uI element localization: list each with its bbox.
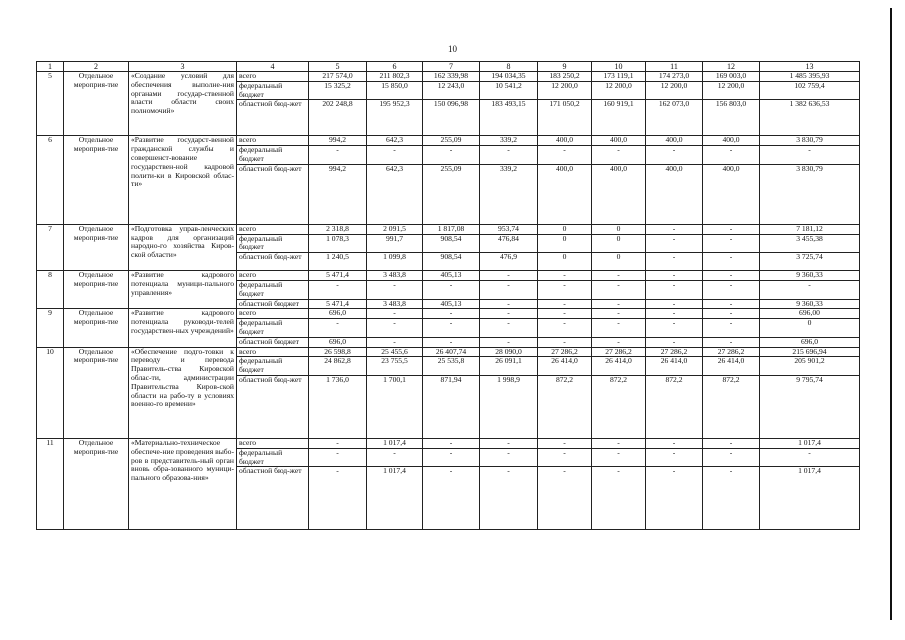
- amount-cell: 3 483,8: [367, 299, 423, 309]
- amount-cell: 173 119,1: [592, 72, 646, 82]
- amount-cell: 1 240,5: [309, 253, 367, 271]
- column-number-header: 12: [703, 62, 760, 72]
- amount-cell: 1 700,1: [367, 375, 423, 438]
- funding-source: федеральный бюджет: [237, 448, 309, 467]
- funding-source: всего: [237, 72, 309, 82]
- header-row: [37, 62, 860, 72]
- amount-cell: -: [646, 253, 703, 271]
- amount-cell: -: [592, 299, 646, 309]
- amount-cell: 1 017,4: [367, 467, 423, 530]
- row-number: 8: [37, 271, 64, 309]
- amount-cell: 12 200,0: [592, 81, 646, 100]
- amount-cell: 1 998,9: [480, 375, 538, 438]
- amount-cell: 0: [538, 234, 592, 253]
- amount-cell: -: [423, 319, 480, 338]
- activity-description: «Создание условий для обеспечения выполне-ния органами государ-ственной власти области своих полномочий»: [129, 72, 237, 136]
- amount-cell: 872,2: [592, 375, 646, 438]
- amount-cell: -: [703, 224, 760, 234]
- amount-cell: 872,2: [538, 375, 592, 438]
- amount-cell: 696,0: [760, 337, 860, 347]
- amount-cell: 183 250,2: [538, 72, 592, 82]
- funding-source: всего: [237, 136, 309, 146]
- activity-type: Отдельное мероприя-тие: [64, 72, 129, 136]
- amount-cell: -: [703, 271, 760, 281]
- amount-cell: -: [538, 467, 592, 530]
- funding-source: областной бюд-жет: [237, 467, 309, 530]
- column-number-header: 10: [592, 62, 646, 72]
- activity-type: Отдельное мероприя-тие: [64, 271, 129, 309]
- row-number: 11: [37, 438, 64, 529]
- amount-cell: 3 455,38: [760, 234, 860, 253]
- amount-cell: -: [646, 299, 703, 309]
- column-number-header: 7: [423, 62, 480, 72]
- amount-cell: 0: [538, 224, 592, 234]
- amount-cell: -: [646, 467, 703, 530]
- amount-cell: 3 830,79: [760, 164, 860, 224]
- amount-cell: -: [423, 467, 480, 530]
- amount-cell: 5 471,4: [309, 271, 367, 281]
- amount-cell: 202 248,8: [309, 100, 367, 136]
- activity-description: «Материально-техническое обеспече-ние проведения выбо-ров в представитель-ный орган вновь обра-зованного муници-пального образова-ния»: [129, 438, 237, 529]
- amount-cell: 174 273,0: [646, 72, 703, 82]
- amount-cell: 476,84: [480, 234, 538, 253]
- amount-cell: -: [367, 309, 423, 319]
- amount-cell: -: [703, 253, 760, 271]
- amount-cell: -: [592, 337, 646, 347]
- column-number-header: 2: [64, 62, 129, 72]
- column-number-header: 4: [237, 62, 309, 72]
- amount-cell: 25 535,8: [423, 357, 480, 376]
- table-row: [37, 438, 860, 448]
- amount-cell: 217 574,0: [309, 72, 367, 82]
- amount-cell: 400,0: [646, 136, 703, 146]
- amount-cell: -: [480, 271, 538, 281]
- amount-cell: -: [592, 467, 646, 530]
- amount-cell: -: [592, 309, 646, 319]
- amount-cell: 156 803,0: [703, 100, 760, 136]
- amount-cell: 169 003,0: [703, 72, 760, 82]
- amount-cell: 0: [538, 253, 592, 271]
- amount-cell: 872,2: [646, 375, 703, 438]
- amount-cell: -: [538, 309, 592, 319]
- row-number: 9: [37, 309, 64, 347]
- amount-cell: -: [703, 146, 760, 165]
- amount-cell: 1 485 395,93: [760, 72, 860, 82]
- amount-cell: 642,3: [367, 164, 423, 224]
- amount-cell: 160 919,1: [592, 100, 646, 136]
- amount-cell: 26 407,74: [423, 347, 480, 357]
- amount-cell: -: [646, 224, 703, 234]
- amount-cell: -: [703, 337, 760, 347]
- amount-cell: -: [760, 280, 860, 299]
- amount-cell: -: [309, 319, 367, 338]
- amount-cell: -: [538, 319, 592, 338]
- amount-cell: -: [538, 337, 592, 347]
- amount-cell: 871,94: [423, 375, 480, 438]
- amount-cell: 400,0: [538, 136, 592, 146]
- amount-cell: 405,13: [423, 271, 480, 281]
- funding-source: всего: [237, 309, 309, 319]
- amount-cell: -: [646, 337, 703, 347]
- amount-cell: 28 090,0: [480, 347, 538, 357]
- activity-type: Отдельное мероприя-тие: [64, 347, 129, 438]
- amount-cell: 12 243,0: [423, 81, 480, 100]
- amount-cell: -: [538, 146, 592, 165]
- row-number: 10: [37, 347, 64, 438]
- row-number: 7: [37, 224, 64, 270]
- funding-source: всего: [237, 224, 309, 234]
- table-row: [37, 72, 860, 82]
- amount-cell: 1 017,4: [367, 438, 423, 448]
- amount-cell: 183 493,15: [480, 100, 538, 136]
- amount-cell: 9 360,33: [760, 299, 860, 309]
- activity-type: Отдельное мероприя-тие: [64, 309, 129, 347]
- amount-cell: 150 096,98: [423, 100, 480, 136]
- amount-cell: 1 817,08: [423, 224, 480, 234]
- amount-cell: 7 181,12: [760, 224, 860, 234]
- amount-cell: -: [538, 280, 592, 299]
- amount-cell: -: [423, 337, 480, 347]
- amount-cell: -: [703, 280, 760, 299]
- amount-cell: 255,09: [423, 136, 480, 146]
- funding-source: областной бюджет: [237, 299, 309, 309]
- amount-cell: 255,09: [423, 164, 480, 224]
- funding-source: всего: [237, 347, 309, 357]
- amount-cell: 696,0: [309, 309, 367, 319]
- table-row: [37, 271, 860, 281]
- amount-cell: 1 078,3: [309, 234, 367, 253]
- table-row: [37, 136, 860, 146]
- amount-cell: -: [703, 467, 760, 530]
- table-row: [37, 309, 860, 319]
- amount-cell: 15 325,2: [309, 81, 367, 100]
- amount-cell: 162 073,0: [646, 100, 703, 136]
- funding-source: федеральный бюджет: [237, 146, 309, 165]
- amount-cell: 15 850,0: [367, 81, 423, 100]
- amount-cell: -: [480, 438, 538, 448]
- amount-cell: 27 286,2: [538, 347, 592, 357]
- activity-type: Отдельное мероприя-тие: [64, 438, 129, 529]
- amount-cell: 25 455,6: [367, 347, 423, 357]
- amount-cell: 10 541,2: [480, 81, 538, 100]
- page-edge-line: [890, 8, 892, 620]
- amount-cell: 872,2: [703, 375, 760, 438]
- funding-source: федеральный бюджет: [237, 280, 309, 299]
- amount-cell: -: [423, 309, 480, 319]
- amount-cell: -: [646, 146, 703, 165]
- amount-cell: 9 360,33: [760, 271, 860, 281]
- amount-cell: 3 830,79: [760, 136, 860, 146]
- amount-cell: -: [423, 146, 480, 165]
- amount-cell: 400,0: [646, 164, 703, 224]
- amount-cell: -: [367, 146, 423, 165]
- amount-cell: 26 414,0: [646, 357, 703, 376]
- amount-cell: 0: [592, 253, 646, 271]
- amount-cell: -: [367, 280, 423, 299]
- amount-cell: 476,9: [480, 253, 538, 271]
- amount-cell: 205 901,2: [760, 357, 860, 376]
- amount-cell: 195 952,3: [367, 100, 423, 136]
- amount-cell: 26 414,0: [703, 357, 760, 376]
- amount-cell: 3 725,74: [760, 253, 860, 271]
- amount-cell: 5 471,4: [309, 299, 367, 309]
- amount-cell: -: [592, 271, 646, 281]
- amount-cell: 215 696,94: [760, 347, 860, 357]
- amount-cell: 400,0: [592, 164, 646, 224]
- amount-cell: -: [538, 438, 592, 448]
- amount-cell: -: [309, 438, 367, 448]
- amount-cell: -: [703, 319, 760, 338]
- column-number-header: 9: [538, 62, 592, 72]
- amount-cell: -: [480, 467, 538, 530]
- column-number-header: 8: [480, 62, 538, 72]
- amount-cell: -: [480, 337, 538, 347]
- table-row: [37, 347, 860, 357]
- amount-cell: 12 200,0: [646, 81, 703, 100]
- amount-cell: -: [592, 448, 646, 467]
- amount-cell: 1 099,8: [367, 253, 423, 271]
- amount-cell: -: [480, 280, 538, 299]
- amount-cell: 405,13: [423, 299, 480, 309]
- amount-cell: -: [480, 146, 538, 165]
- amount-cell: -: [592, 319, 646, 338]
- amount-cell: -: [703, 438, 760, 448]
- activity-description: «Развитие государст-венной гражданской службы и совершенст-вование государствен-ной кадровой полити-ки в Кировской облас-ти»: [129, 136, 237, 224]
- amount-cell: 696,0: [309, 337, 367, 347]
- amount-cell: 642,3: [367, 136, 423, 146]
- amount-cell: 102 759,4: [760, 81, 860, 100]
- amount-cell: -: [646, 309, 703, 319]
- amount-cell: 24 862,8: [309, 357, 367, 376]
- column-number-header: 1: [37, 62, 64, 72]
- funding-source: федеральный бюджет: [237, 357, 309, 376]
- activity-description: «Развитие кадрового потенциала муници-пального управления»: [129, 271, 237, 309]
- amount-cell: -: [760, 448, 860, 467]
- amount-cell: 0: [760, 319, 860, 338]
- funding-source: областной бюд-жет: [237, 253, 309, 271]
- budget-table: [36, 61, 860, 530]
- amount-cell: -: [309, 280, 367, 299]
- amount-cell: -: [592, 280, 646, 299]
- amount-cell: -: [703, 309, 760, 319]
- amount-cell: 0: [592, 224, 646, 234]
- amount-cell: 908,54: [423, 234, 480, 253]
- amount-cell: -: [367, 319, 423, 338]
- amount-cell: -: [480, 299, 538, 309]
- activity-type: Отдельное мероприя-тие: [64, 224, 129, 270]
- amount-cell: 27 286,2: [592, 347, 646, 357]
- amount-cell: 26 598,8: [309, 347, 367, 357]
- amount-cell: -: [480, 448, 538, 467]
- amount-cell: 27 286,2: [703, 347, 760, 357]
- amount-cell: 400,0: [538, 164, 592, 224]
- activity-description: «Обеспечение подго-товки к переводу и перевода Правитель-ства Кировской облас-ти, администрации Правительства Киров-ской области на рабо-ту в условиях военно-го времени»: [129, 347, 237, 438]
- amount-cell: -: [592, 438, 646, 448]
- amount-cell: -: [703, 448, 760, 467]
- amount-cell: -: [423, 280, 480, 299]
- page-number: 10: [448, 44, 457, 54]
- column-number-header: 3: [129, 62, 237, 72]
- amount-cell: 26 414,0: [592, 357, 646, 376]
- amount-cell: -: [538, 448, 592, 467]
- amount-cell: -: [309, 467, 367, 530]
- amount-cell: 400,0: [703, 136, 760, 146]
- column-number-header: 6: [367, 62, 423, 72]
- amount-cell: 1 017,4: [760, 438, 860, 448]
- amount-cell: 339,2: [480, 164, 538, 224]
- amount-cell: 339,2: [480, 136, 538, 146]
- amount-cell: 953,74: [480, 224, 538, 234]
- amount-cell: -: [760, 146, 860, 165]
- amount-cell: -: [423, 438, 480, 448]
- amount-cell: 23 755,5: [367, 357, 423, 376]
- amount-cell: 27 286,2: [646, 347, 703, 357]
- amount-cell: 2 091,5: [367, 224, 423, 234]
- amount-cell: 1 736,0: [309, 375, 367, 438]
- amount-cell: 26 414,0: [538, 357, 592, 376]
- funding-source: всего: [237, 271, 309, 281]
- amount-cell: 908,54: [423, 253, 480, 271]
- amount-cell: 9 795,74: [760, 375, 860, 438]
- amount-cell: -: [646, 438, 703, 448]
- amount-cell: 162 339,98: [423, 72, 480, 82]
- amount-cell: -: [703, 234, 760, 253]
- amount-cell: 171 050,2: [538, 100, 592, 136]
- amount-cell: 1 017,4: [760, 467, 860, 530]
- funding-source: федеральный бюджет: [237, 81, 309, 100]
- amount-cell: -: [309, 448, 367, 467]
- table-row: [37, 224, 860, 234]
- amount-cell: 1 382 636,53: [760, 100, 860, 136]
- amount-cell: -: [646, 271, 703, 281]
- activity-type: Отдельное мероприя-тие: [64, 136, 129, 224]
- amount-cell: 12 200,0: [538, 81, 592, 100]
- amount-cell: -: [480, 319, 538, 338]
- amount-cell: -: [538, 271, 592, 281]
- amount-cell: -: [480, 309, 538, 319]
- funding-source: областной бюд-жет: [237, 100, 309, 136]
- amount-cell: -: [646, 280, 703, 299]
- amount-cell: -: [367, 448, 423, 467]
- amount-cell: -: [538, 299, 592, 309]
- amount-cell: -: [646, 319, 703, 338]
- amount-cell: 400,0: [703, 164, 760, 224]
- amount-cell: -: [646, 234, 703, 253]
- amount-cell: 2 318,8: [309, 224, 367, 234]
- amount-cell: -: [309, 146, 367, 165]
- amount-cell: 211 802,3: [367, 72, 423, 82]
- amount-cell: 994,2: [309, 164, 367, 224]
- funding-source: областной бюд-жет: [237, 164, 309, 224]
- amount-cell: 3 483,8: [367, 271, 423, 281]
- amount-cell: 696,00: [760, 309, 860, 319]
- amount-cell: 0: [592, 234, 646, 253]
- amount-cell: 26 091,1: [480, 357, 538, 376]
- amount-cell: -: [703, 299, 760, 309]
- row-number: 5: [37, 72, 64, 136]
- amount-cell: -: [646, 448, 703, 467]
- funding-source: федеральный бюджет: [237, 234, 309, 253]
- column-number-header: 13: [760, 62, 860, 72]
- activity-description: «Подготовка управ-ленческих кадров для организаций народно-го хозяйства Киров-ской области»: [129, 224, 237, 270]
- amount-cell: 400,0: [592, 136, 646, 146]
- row-number: 6: [37, 136, 64, 224]
- funding-source: областной бюд-жет: [237, 375, 309, 438]
- amount-cell: -: [367, 337, 423, 347]
- funding-source: всего: [237, 438, 309, 448]
- column-number-header: 5: [309, 62, 367, 72]
- amount-cell: 991,7: [367, 234, 423, 253]
- column-number-header: 11: [646, 62, 703, 72]
- amount-cell: 12 200,0: [703, 81, 760, 100]
- amount-cell: -: [423, 448, 480, 467]
- funding-source: областной бюджет: [237, 337, 309, 347]
- activity-description: «Развитие кадрового потенциала руководи-телей государствен-ных учреждений»: [129, 309, 237, 347]
- amount-cell: 994,2: [309, 136, 367, 146]
- funding-source: федеральный бюджет: [237, 319, 309, 338]
- amount-cell: -: [592, 146, 646, 165]
- amount-cell: 194 034,35: [480, 72, 538, 82]
